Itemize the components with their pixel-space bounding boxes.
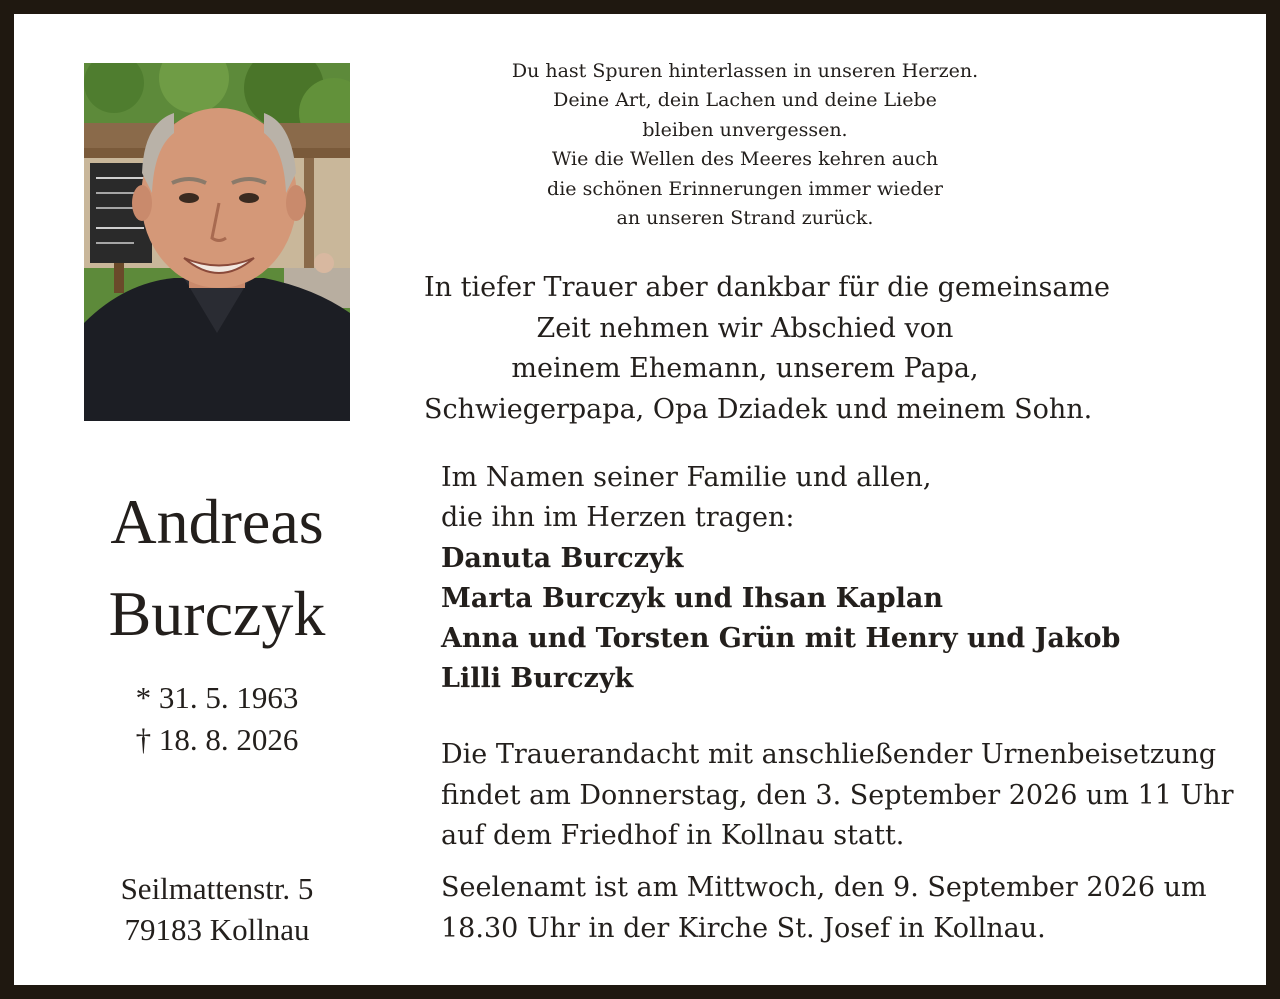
portrait-photo [84,63,350,421]
service-line: Die Trauerandacht mit anschließender Urnenbeisetzung [441,739,1217,770]
poem-line: Deine Art, dein Lachen und deine Liebe [553,89,937,112]
life-dates [64,677,370,761]
birth-date: * 31. 5. 1963 [135,680,299,715]
deceased-name [64,476,370,660]
death-date: † 18. 8. 2026 [135,722,299,757]
address [64,868,370,950]
service-line: auf dem Friedhof in Kollnau statt. [441,820,905,851]
mourning-line: In tiefer Trauer aber dankbar für die gemeinsame [424,272,1111,303]
family-member: Lilli Burczyk [441,663,634,695]
mourning-line: meinem Ehemann, unserem Papa, [511,353,979,384]
mourning-line: Schwiegerpapa, Opa Dziadek und meinem Sohn. [424,393,1093,425]
poem-line: Wie die Wellen des Meeres kehren auch [551,148,939,171]
family-signatures [441,458,1261,700]
requiem-mass-info [441,868,1241,949]
family-member: Anna und Torsten Grün mit Henry und Jakob [441,623,1121,655]
mourning-line: Zeit nehmen wir Abschied von [536,312,954,344]
poem-line: an unseren Strand zurück. [616,207,874,230]
family-member: Danuta Burczyk [441,542,684,574]
memorial-poem [474,57,1016,233]
poem-line: die schönen Erinnerungen immer wieder [547,177,943,200]
family-intro-line: die ihn im Herzen tragen: [441,502,795,534]
requiem-line: Seelenamt ist am Mittwoch, den 9. September 2026 um [441,872,1207,903]
poem-line: bleiben unvergessen. [642,118,848,141]
family-member: Marta Burczyk und Ihsan Kaplan [441,582,943,614]
mourning-statement [424,268,1111,430]
service-line: findet am Donnerstag, den 3. September 2026 um 11 Uhr [441,779,1234,811]
funeral-service-info [441,735,1241,857]
requiem-line: 18.30 Uhr in der Kirche St. Josef in Kollnau. [441,912,1046,944]
last-name: Burczyk [108,578,326,649]
family-intro-line: Im Namen seiner Familie und allen, [441,462,932,493]
obituary-notice [14,14,1266,985]
poem-line: Du hast Spuren hinterlassen in unseren Herzen. [511,60,979,82]
first-name: Andreas [110,486,324,557]
portrait-image [84,63,350,421]
address-street: Seilmattenstr. 5 [120,871,314,906]
address-city: 79183 Kollnau [124,912,310,947]
